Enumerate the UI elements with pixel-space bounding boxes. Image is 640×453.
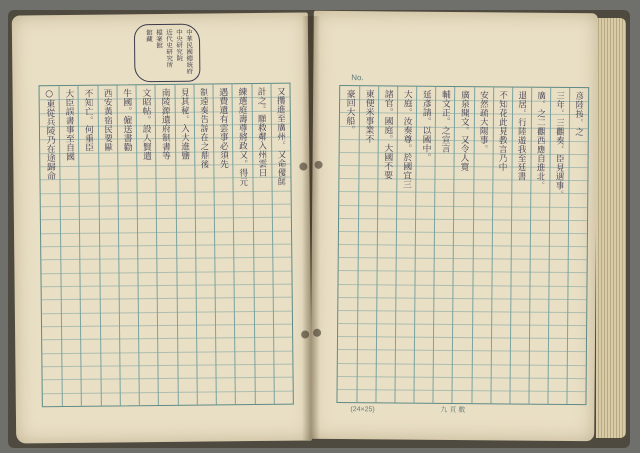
text-column: 大庭。汝奏尊。於國宜三	[401, 89, 412, 189]
text-column: 不知亡。何重臣	[82, 88, 94, 152]
text-column: 東便米事業不	[363, 89, 374, 144]
text-column: ○東從兵陵乃在途歸命	[44, 89, 56, 181]
text-column: 文昭帖。設人賢遣	[140, 88, 152, 161]
text-column: 制遠奏告諒在之鼎後	[197, 87, 209, 169]
page-edges	[596, 18, 626, 438]
text-column: 豪回大船。	[344, 89, 355, 135]
text-column: 退居。行陸遊我至廷書	[515, 90, 527, 181]
text-column: 輔文正。之宣言	[439, 89, 451, 153]
left-manuscript-grid	[38, 83, 293, 408]
text-column: 廣泉聞文。又令人寬	[458, 90, 470, 172]
text-column: 計之。願救鄰入州雲日	[255, 86, 267, 178]
text-column: 三年。三觀奏。臣見遇事。	[553, 90, 565, 199]
text-column: 安然疏大陽事。	[477, 90, 489, 154]
page-number-label: No.	[351, 73, 364, 83]
text-column: 諸官。國庭。大國不要	[382, 89, 393, 180]
text-column: 見其秘。入大進鹽	[178, 87, 190, 160]
right-page	[310, 11, 598, 441]
page-mark: 九 頁 數	[440, 406, 466, 415]
left-page	[12, 12, 312, 443]
text-column: 練選庭壽尊將政又。得元	[236, 87, 248, 187]
text-column: 西安黃宿民要歐	[101, 88, 113, 152]
text-column: 牛國。僱送書勸	[121, 88, 132, 152]
text-column: 大臣誤書事至自國	[63, 88, 75, 162]
text-column: 彦陸按。之	[573, 91, 584, 137]
right-manuscript-grid	[336, 85, 589, 405]
collection-stamp: 中華民國總統府 中央研究院 近代史研究所 檔案館 館藏	[134, 24, 201, 83]
text-column: 南陵源遺府制書等	[159, 87, 171, 161]
text-column: 延彥請。以國中。	[420, 89, 432, 162]
book-gutter	[302, 16, 320, 440]
grid-size-footer: (24×25)	[350, 406, 375, 414]
text-column: 又攬進至廣州。又命優師	[274, 86, 286, 186]
text-column: 不知花此見教言乃中	[496, 90, 508, 172]
text-column: 廣。之二觀西應自進北。	[534, 90, 546, 190]
text-column: 遇費遺有雲事必須先	[217, 87, 229, 169]
